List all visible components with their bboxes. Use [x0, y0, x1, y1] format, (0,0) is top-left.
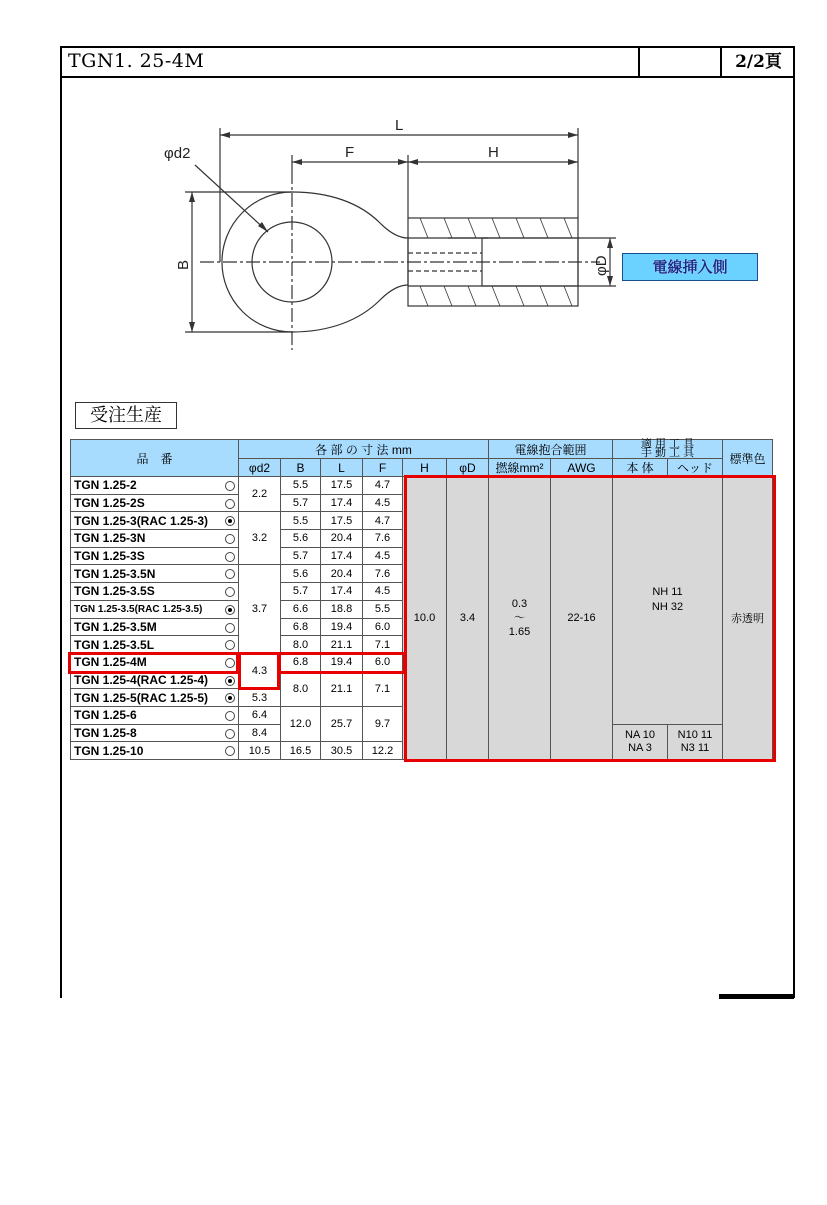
l-value: 25.7 [321, 706, 363, 741]
tools-title: 適 用 工 具 [640, 438, 695, 450]
product-name: TGN 1.25-4(RAC 1.25-4) [74, 672, 209, 687]
wire-insertion-side-tag: 電線挿入側 [622, 253, 758, 281]
mm2-min: 0.3 [511, 598, 528, 610]
b-value: 16.5 [281, 742, 321, 760]
l-value: 30.5 [321, 742, 363, 760]
product-name: TGN 1.25-5(RAC 1.25-5) [74, 690, 209, 705]
tool-n1011: N10 11 [677, 728, 713, 741]
product-name: TGN 1.25-3(RAC 1.25-3) [74, 513, 209, 528]
product-name: TGN 1.25-2 [74, 478, 137, 493]
l-value: 20.4 [321, 530, 363, 548]
document-title: TGN1. 25-4M [68, 50, 205, 72]
l-value: 18.8 [321, 600, 363, 618]
radio-icon [225, 587, 235, 597]
table-row [71, 477, 773, 495]
d2-value: 2.2 [239, 477, 281, 512]
f-value: 7.6 [363, 565, 403, 583]
col-product-number: 品 番 [71, 440, 239, 477]
radio-filled-icon [225, 693, 235, 703]
spec-table [70, 439, 773, 760]
product-name: TGN 1.25-3.5S [74, 584, 155, 599]
f-value: 4.7 [363, 477, 403, 495]
mm2-sep: 〜 [514, 612, 525, 624]
b-value: 6.8 [281, 618, 321, 636]
b-value: 6.8 [281, 653, 321, 671]
tool-main [613, 477, 723, 725]
made-to-order-label: 受注生産 [75, 402, 177, 429]
dim-H-label: H [488, 144, 499, 161]
radio-icon [225, 534, 235, 544]
col-D: φD [447, 459, 489, 477]
radio-filled-icon [225, 676, 235, 686]
f-value: 6.0 [363, 618, 403, 636]
radio-icon [225, 711, 235, 721]
tool-n311: N3 11 [680, 741, 710, 754]
l-value: 17.5 [321, 512, 363, 530]
l-value: 21.1 [321, 636, 363, 654]
product-name: TGN 1.25-3.5L [74, 637, 155, 652]
l-value: 17.4 [321, 547, 363, 565]
l-value: 21.1 [321, 671, 363, 706]
col-mm2: 撚線mm² [489, 459, 551, 477]
tool-na3: NA 3 [628, 741, 652, 754]
product-name: TGN 1.25-4M [74, 655, 147, 670]
col-F: F [363, 459, 403, 477]
awg-value: 22-16 [551, 477, 613, 760]
col-standard-color: 標準色 [723, 440, 773, 477]
product-name: TGN 1.25-8 [74, 725, 137, 740]
product-name: TGN 1.25-3.5M [74, 619, 157, 634]
d2-value: 8.4 [239, 724, 281, 742]
b-value: 5.7 [281, 547, 321, 565]
dim-d2-label: φd2 [164, 145, 191, 162]
dim-L-label: L [395, 117, 404, 134]
col-head: ヘッド [668, 459, 723, 477]
tool-na10: NA 10 [625, 728, 655, 741]
d2-value: 3.2 [239, 512, 281, 565]
dim-F-label: F [345, 144, 355, 161]
l-value: 19.4 [321, 653, 363, 671]
f-value: 6.0 [363, 653, 403, 671]
radio-icon [225, 658, 235, 668]
f-value: 12.2 [363, 742, 403, 760]
tool-head [668, 724, 723, 759]
tools-manual: 手 動 工 具 [640, 447, 695, 459]
mm2-max: 1.65 [508, 626, 531, 638]
page-number: 2/2頁 [720, 48, 795, 76]
b-value: 12.0 [281, 706, 321, 741]
l-value: 17.5 [321, 477, 363, 495]
radio-icon [225, 552, 235, 562]
col-B: B [281, 459, 321, 477]
f-value: 7.1 [363, 671, 403, 706]
product-name: TGN 1.25-10 [74, 743, 144, 758]
col-d2: φd2 [239, 459, 281, 477]
f-value: 9.7 [363, 706, 403, 741]
radio-icon [225, 481, 235, 491]
f-value: 4.5 [363, 547, 403, 565]
f-value: 7.1 [363, 636, 403, 654]
h-value: 10.0 [403, 477, 447, 760]
product-name: TGN 1.25-6 [74, 708, 137, 723]
radio-filled-icon [225, 605, 235, 615]
terminal-drawing [0, 0, 827, 400]
d2-value: 5.3 [239, 689, 281, 707]
dim-B-label: B [175, 259, 192, 270]
product-name: TGN 1.25-3N [74, 531, 146, 546]
l-value: 19.4 [321, 618, 363, 636]
radio-icon [225, 569, 235, 579]
b-value: 5.5 [281, 477, 321, 495]
f-value: 4.5 [363, 494, 403, 512]
tool-nh32: NH 32 [651, 601, 684, 614]
dim-D-label: φD [593, 255, 610, 276]
col-awg: AWG [551, 459, 613, 477]
f-value: 4.7 [363, 512, 403, 530]
tool-nh11: NH 11 [652, 586, 683, 599]
b-value: 5.6 [281, 530, 321, 548]
f-value: 5.5 [363, 600, 403, 618]
f-value: 4.5 [363, 583, 403, 601]
product-name: TGN 1.25-3.5(RAC 1.25-3.5) [74, 603, 203, 615]
radio-icon [225, 623, 235, 633]
radio-icon [225, 640, 235, 650]
d2-value: 10.5 [239, 742, 281, 760]
l-value: 17.4 [321, 583, 363, 601]
col-wire-range: 電線抱合範囲 [489, 440, 613, 459]
d2-value: 3.7 [239, 565, 281, 653]
radio-icon [225, 746, 235, 756]
product-name: TGN 1.25-3.5N [74, 566, 156, 581]
col-tools [613, 440, 723, 459]
color-value: 赤透明 [723, 477, 773, 760]
b-value: 8.0 [281, 671, 321, 706]
footer-bar [719, 994, 794, 999]
col-H: H [403, 459, 447, 477]
d2-value: 4.3 [239, 653, 281, 688]
col-dimensions: 各 部 の 寸 法 mm [239, 440, 489, 459]
f-value: 7.6 [363, 530, 403, 548]
col-body: 本 体 [613, 459, 668, 477]
mm2-range [489, 477, 551, 760]
b-value: 5.6 [281, 565, 321, 583]
b-value: 5.7 [281, 583, 321, 601]
l-value: 20.4 [321, 565, 363, 583]
b-value: 5.5 [281, 512, 321, 530]
b-value: 5.7 [281, 494, 321, 512]
l-value: 17.4 [321, 494, 363, 512]
radio-icon [225, 499, 235, 509]
radio-icon [225, 729, 235, 739]
radio-filled-icon [225, 516, 235, 526]
col-L: L [321, 459, 363, 477]
product-name: TGN 1.25-3S [74, 549, 145, 564]
tool-body [613, 724, 668, 759]
b-value: 8.0 [281, 636, 321, 654]
b-value: 6.6 [281, 600, 321, 618]
d-value: 3.4 [447, 477, 489, 760]
d2-value: 6.4 [239, 706, 281, 724]
product-name: TGN 1.25-2S [74, 496, 145, 511]
